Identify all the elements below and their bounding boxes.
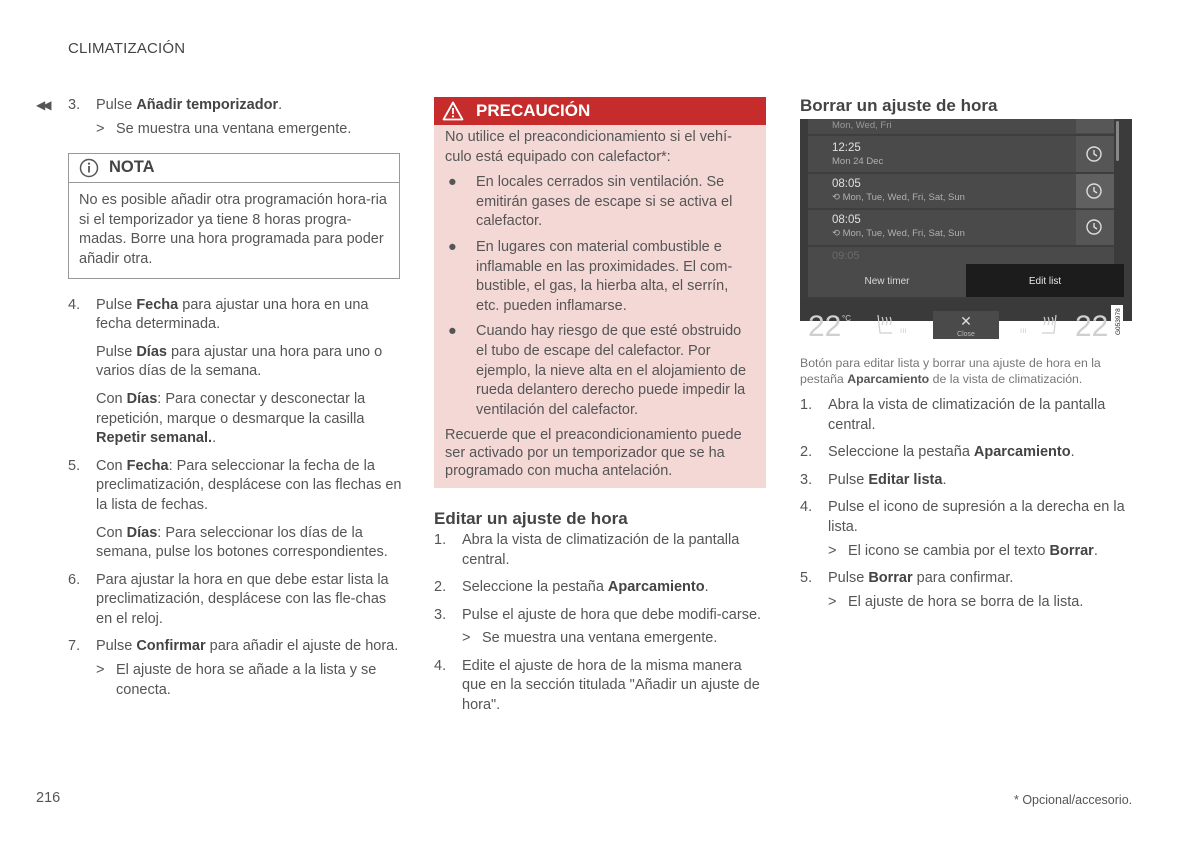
close-label: Close	[957, 331, 975, 338]
step-3: ◀◀ 3. Pulse Añadir temporizador.	[36, 96, 406, 116]
edit-step-3-result: > Se muestra una ventana emergente.	[462, 630, 718, 647]
timer-row-detail: Mon 24 Dec	[832, 156, 884, 167]
delete-step-2: 2. Seleccione la pestaña Aparcamiento.	[800, 444, 1075, 461]
note-text: No es posible añadir otra programación hora-ria si el temporizador ya tiene 8 horas progra-madas. Borre una hora programada para poder añadir otra.	[79, 192, 387, 267]
warning-triangle-icon	[442, 101, 464, 121]
edit-step-1: 1. Abra la vista de climatización de la pantalla central.	[434, 531, 740, 568]
step-7: 7. Pulse Confirmar para añadir el ajuste de hora. > El ajuste de hora se añade a la lista y se conecta.	[68, 638, 399, 698]
svg-text:ııı: ııı	[1020, 326, 1027, 335]
temperature-right: 22	[1075, 310, 1109, 343]
timer-row-time: 08:05	[832, 214, 861, 226]
edit-list-label: Edit list	[1028, 276, 1062, 287]
temperature-left: 22	[808, 310, 842, 343]
middle-column	[434, 97, 766, 716]
row0-days: Mon, Wed, Fri	[832, 120, 892, 131]
edit-step-4: 4. Edite el ajuste de hora de la misma manera que en la sección titulada "Añadir un ajuste de hora".	[434, 657, 760, 714]
warning-bullet: ● En locales cerrados sin ventilación. Se emitirán gases de escape si se activa el calefactor.	[448, 174, 733, 230]
delete-section-title: Borrar un ajuste de hora	[800, 96, 998, 115]
edit-step-3: 3. Pulse el ajuste de hora que debe modifi-carse.	[434, 606, 762, 623]
climate-screen-image	[800, 119, 1132, 343]
section-header: CLIMATIZACIÓN	[68, 40, 186, 57]
warning-box	[434, 97, 766, 488]
close-icon: ✕	[960, 313, 972, 329]
scrollbar[interactable]	[1116, 121, 1119, 161]
info-icon	[79, 158, 99, 178]
step-3-result: > Se muestra una ventana emergente.	[96, 120, 352, 137]
left-column	[36, 96, 406, 700]
timer-row-time: 12:25	[832, 142, 861, 154]
new-timer-label: New timer	[864, 276, 910, 287]
delete-step-3: 3. Pulse Editar lista.	[800, 471, 947, 488]
warning-bullet: ● En lugares con material combustible e inflamable en las proximidades. El com-bustible, el gas, la hierba alta, el serrín, etc. pueden inflamarse.	[448, 238, 733, 314]
delete-step-4-result: > El icono se cambia por el texto Borrar.	[828, 542, 1098, 559]
footnote: * Opcional/accesorio.	[1014, 793, 1133, 807]
timer-row-time: 08:05	[832, 178, 861, 190]
delete-step-5-result: > El ajuste de hora se borra de la lista.	[828, 593, 1084, 610]
delete-step-1: 1. Abra la vista de climatización de la pantalla central.	[800, 397, 1106, 433]
back-arrows-icon: ◀◀	[36, 98, 49, 112]
timer-row-detail: Mon, Tue, Wed, Fri, Sat, Sun	[842, 192, 965, 203]
delete-steps	[800, 396, 1130, 612]
figure-caption: Botón para editar lista y borrar una ajuste de hora en la pestaña Aparcamiento de la vista de climatización.	[800, 356, 1101, 386]
temperature-unit: °C	[842, 314, 851, 323]
image-code: G053978	[1115, 308, 1122, 335]
screen-graphic	[800, 119, 1132, 343]
warning-bullet: ● Cuando hay riesgo de que esté obstruido el tubo de escape del calefactor. Por ejemplo, la nieve alta en el alojamiento de rueda delantero derecho puede impedir la ventilación del calefactor.	[448, 323, 747, 418]
timer-row-detail: Mon, Tue, Wed, Fri, Sat, Sun	[842, 228, 965, 239]
svg-text:⟲ Mon, Tue, Wed, Fri, Sat, Sun: ⟲ Mon, Tue, Wed, Fri, Sat, Sun	[832, 192, 965, 203]
timer-row-partial: 09:05	[832, 250, 860, 262]
step-6: 6. Para ajustar la hora en que debe estar lista la preclimatización, desplácese con las fle-chas en el reloj.	[68, 571, 389, 627]
svg-text:ııı: ııı	[900, 326, 907, 335]
step-5: 5. Con Fecha: Para seleccionar la fecha de la preclimatización, desplácese con las flechas en la lista de fechas. Con Días: Para seleccionar los días de la semana, pulse los botones correspondientes.	[68, 457, 402, 561]
delete-step-4: 4. Pulse el icono de supresión a la derecha en la lista.	[800, 499, 1125, 535]
page-number: 216	[36, 790, 61, 806]
note-header: NOTA	[69, 154, 399, 183]
svg-text:⟲ Mon, Tue, Wed, Fri, Sat, Sun: ⟲ Mon, Tue, Wed, Fri, Sat, Sun	[832, 228, 965, 239]
edit-step-2: 2. Seleccione la pestaña Aparcamiento.	[434, 579, 709, 596]
edit-section-title: Editar un ajuste de hora	[434, 509, 628, 529]
note-box	[68, 153, 400, 278]
step-4: 4. Pulse Fecha para ajustar una hora en una fecha determinada. Pulse Días para ajustar una hora para uno o varios días de la semana. Con Días: Para conectar y desconectar la repetición, marque o desmarque la casilla Repetir semanal..	[68, 296, 383, 447]
delete-step-5: 5. Pulse Borrar para confirmar.	[800, 570, 1014, 587]
warning-header: PRECAUCIÓN	[434, 97, 766, 125]
warning-body: No utilice el preacondicionamiento si el vehí-culo está equipado con calefactor*: ● En locales cerrados sin ventilación. Se emitirán gases de escape si se activa el calefactor. ● En lugares con material combustible e inflamable en las proximidades. El com-bustible, el gas, la hierba alta, el serrín, etc. pueden inflamarse. ● Cuando hay riesgo de que esté obstruido el tubo de escape del calefactor. Por ejemplo, la nieve alta en el alojamiento de rueda delantero derecho puede impedir la ventilación del calefactor. Recuerde que el preacondicionamiento puede ser activado por un temporizador que se ha programado con mucha antelación.	[434, 125, 766, 488]
